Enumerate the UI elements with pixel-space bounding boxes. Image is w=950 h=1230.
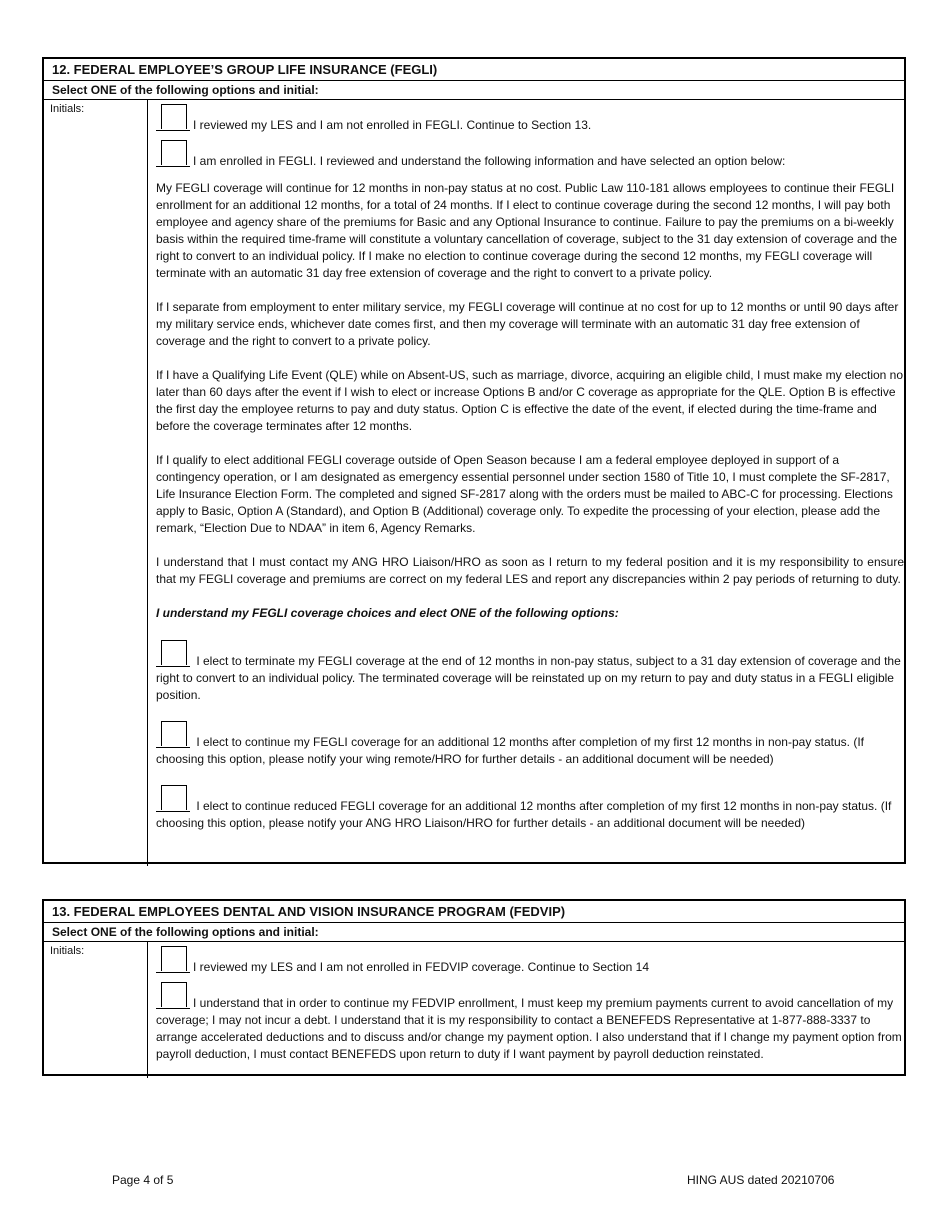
- initials-column: [44, 100, 148, 866]
- choice-continue-fegli-text: I elect to continue my FEGLI coverage for an additional 12 months after completion of my first 12 months in non-pay status. (If choosing this option, please notify your wing remote/HRO for further details - an additional document will be needed): [156, 735, 864, 766]
- fegli-paragraph-1: My FEGLI coverage will continue for 12 months in non-pay status at no cost. Public Law 110-181 allows employees to continue their FEGLI enrollment for an additional 12 months, for a total of 24 months. If I elect to continue coverage during the second 12 months, I will pay both employee and agency share of the premiums for Basic and any Optional Insurance to continue. Failure to pay the premiums on a bi-weekly basis within the required time-frame will constitute a voluntary cancellation of coverage, subject to the 31 day extension of coverage and the right to convert to an individual policy. If I make no election to continue coverage during the second 12 months, my FEGLI coverage will terminate with an automatic 31 day free extension of coverage and the right to convert to a private policy.: [156, 181, 898, 280]
- form-identifier: HING AUS dated 20210706: [687, 1173, 835, 1187]
- initials-column-13: [44, 942, 148, 1078]
- checkbox-continue-fegli[interactable]: [161, 721, 187, 746]
- option-continue-fedvip: [156, 982, 904, 1063]
- section-12-fegli: [42, 57, 906, 864]
- section-12-instruction: Select ONE of the following options and initial:: [44, 81, 904, 100]
- option-enrolled-fegli: [156, 140, 904, 170]
- initials-label-13: Initials:: [50, 945, 85, 957]
- choice-reduced-fegli: [156, 785, 904, 832]
- initial-field-terminate-fegli[interactable]: [156, 640, 190, 667]
- initial-field-reduced-fegli[interactable]: [156, 785, 190, 812]
- option-not-enrolled-fegli: [156, 104, 904, 134]
- section-13-title: 13. FEDERAL EMPLOYEES DENTAL AND VISION INSURANCE PROGRAM (FEDVIP): [44, 901, 904, 923]
- choice-continue-fegli: [156, 721, 904, 768]
- checkbox-not-enrolled-fegli[interactable]: [161, 104, 187, 129]
- page-number: Page 4 of 5: [112, 1173, 174, 1187]
- checkbox-terminate-fegli[interactable]: [161, 640, 187, 665]
- section-13-content: [148, 942, 904, 1078]
- checkbox-continue-fedvip[interactable]: [161, 982, 187, 1007]
- initials-label: Initials:: [50, 103, 85, 115]
- fegli-paragraph-4: If I qualify to elect additional FEGLI coverage outside of Open Season because I am a federal employee deployed in support of a contingency operation, or I am designated as emergency essential personnel under section 1580 of Title 10, I must complete the SF-2817, Life Insurance Election Form. The completed and signed SF-2817 along with the orders must be mailed to ABC-C for processing. Elections apply to Basic, Option A (Standard), and Option B (Additional) coverage only. To expedite the processing of your election, please add the remark, “Election Due to NDAA” in item 6, Agency Remarks.: [156, 453, 893, 535]
- initial-field-not-enrolled-fegli[interactable]: [156, 104, 190, 131]
- fegli-choices-heading: I understand my FEGLI coverage choices and elect ONE of the following options:: [156, 606, 619, 620]
- section-13-fedvip: [42, 899, 906, 1076]
- checkbox-not-enrolled-fedvip[interactable]: [161, 946, 187, 971]
- section-12-content: [148, 100, 904, 866]
- option-enrolled-fegli-text: I am enrolled in FEGLI. I reviewed and understand the following information and have selected an option below:: [193, 154, 786, 168]
- option-not-enrolled-fedvip: [156, 946, 904, 976]
- checkbox-reduced-fegli[interactable]: [161, 785, 187, 810]
- initial-field-continue-fegli[interactable]: [156, 721, 190, 748]
- initial-field-not-enrolled-fedvip[interactable]: [156, 946, 190, 973]
- choice-terminate-fegli-text: I elect to terminate my FEGLI coverage at the end of 12 months in non-pay status, subject to a 31 day extension of coverage and the right to convert to an individual policy. The terminated coverage will be reinstated up on my return to pay and duty status in a FEGLI eligible position.: [156, 654, 901, 702]
- checkbox-enrolled-fegli[interactable]: [161, 140, 187, 165]
- option-not-enrolled-fedvip-text: I reviewed my LES and I am not enrolled in FEDVIP coverage. Continue to Section 14: [193, 960, 650, 974]
- initial-field-continue-fedvip[interactable]: [156, 982, 190, 1009]
- fegli-paragraph-5: I understand that I must contact my ANG HRO Liaison/HRO as soon as I return to my federal position and it is my responsibility to ensure that my FEGLI coverage and premiums are correct on my federal LES and report any discrepancies within 2 pay periods of returning to duty.: [156, 555, 904, 586]
- initial-field-enrolled-fegli[interactable]: [156, 140, 190, 167]
- section-13-instruction: Select ONE of the following options and initial:: [44, 923, 904, 942]
- option-continue-fedvip-text: I understand that in order to continue my FEDVIP enrollment, I must keep my premium payments current to avoid cancellation of my coverage; I may not incur a debt. I understand that it is my responsibility to contact a BENEFEDS Representative at 1-877-888-3337 to arrange accelerated deductions and to discuss and/or change my payment option. I also understand that if I change my payment option from payroll deduction, I must contact BENEFEDS upon return to duty if I want payment by payroll deduction reinstated.: [156, 996, 902, 1061]
- option-not-enrolled-fegli-text: I reviewed my LES and I am not enrolled in FEGLI. Continue to Section 13.: [193, 118, 592, 132]
- section-12-title: 12. FEDERAL EMPLOYEE’S GROUP LIFE INSURANCE (FEGLI): [44, 59, 904, 81]
- fegli-paragraph-2: If I separate from employment to enter military service, my FEGLI coverage will continue at no cost for up to 12 months or until 90 days after my military service ends, whichever date comes first, and then my coverage will terminate with an automatic 31 day free extension of coverage and the right to convert to a private policy.: [156, 300, 899, 348]
- fegli-paragraph-3: If I have a Qualifying Life Event (QLE) while on Absent-US, such as marriage, divorce, acquiring an eligible child, I must make my election no later than 60 days after the event if I wish to elect or increase Options B and/or C coverage as appropriate for the QLE. Option B is effective the first day the employee returns to pay and duty status. Option C is effective the date of the event, if elected during the time-frame and before the coverage terminates after 12 months.: [156, 368, 904, 433]
- choice-reduced-fegli-text: I elect to continue reduced FEGLI coverage for an additional 12 months after completion of my first 12 months in non-pay status. (If choosing this option, please notify your ANG HRO Liaison/HRO for further details - an additional document will be needed): [156, 799, 892, 830]
- choice-terminate-fegli: [156, 640, 904, 704]
